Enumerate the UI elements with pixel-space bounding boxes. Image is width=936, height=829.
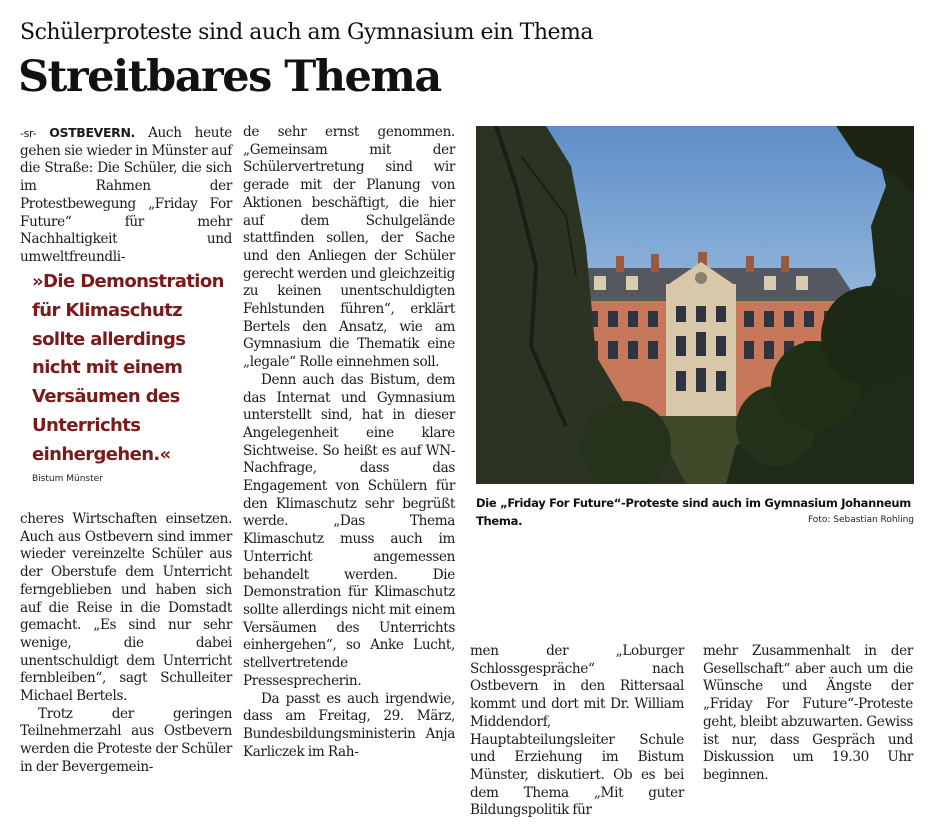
column-2-paragraph: de sehr ernst genommen. „Gemeinsam mit der Schülervertretung sind wir gerade mit der Planung von Aktionen beschäftigt, die hier auf dem Schulgelände stattfinden sollen, der Sache und den Anliegen der Schüler gerecht werden und gleichzeitig zu keinen unentschuldigten Fehlstunden führen“, erklärt Bertels den Ansatz, wie am Gymnasium die Thematik eine „legale“ Rolle einnehmen soll. [243,124,455,371]
dateline: OSTBEVERN. [49,125,135,140]
column-3-paragraph: men der „Loburger Schlossgespräche“ nach Ostbevern in den Rittersaal kommt und dort mit Dr. William Middendorf, Hauptabteilungsleiter Schule und Erziehung im Bistum Münster, diskutiert. Ob es bei dem Thema „Mit guter Bildungspolitik für [470,643,684,819]
author-tag: -sr- [20,127,37,140]
photo-caption: Die „Friday For Future“-Proteste sind auch im Gymnasium Johanneum Thema. [476,496,911,528]
column-2 [243,124,455,761]
column-4-paragraph: mehr Zusammenhalt in der Gesellschaft“ aber auch um die Wünsche und Ängste der „Friday For Future“-Proteste geht, bleibt abzuwarten. Gewiss ist nur, dass Gespräch und Diskussion um 19.30 Uhr beginnen. [703,643,913,783]
article-kicker: Schülerproteste sind auch am Gymnasium ein Thema [20,20,594,45]
pull-quote-source: Bistum Münster [32,474,103,484]
column-2-paragraph: Denn auch das Bistum, dem das Internat und Gymnasium unterstellt sind, hat in dieser Angelegenheit eine klare Sichtweise. So heißt es auf WN-Nachfrage, dass das Engagement von Schülern für den Klimaschutz sehr begrüßt werde. „Das Thema Klimaschutz muss auch im Unterricht angemessen behandelt werden. Die Demonstration für Klimaschutz sollte allerdings nicht mit einem Versäumen des Unterrichts einhergehen“, so Anke Lucht, stellvertretende Pressesprecherin. [243,371,455,689]
column-1-paragraph: Trotz der geringen Teilnehmerzahl aus Ostbevern werden die Proteste der Schüler in der Bevergemein- [20,705,232,775]
photo-credit: Foto: Sebastian Rohling [807,515,914,525]
column-1-paragraph: cheres Wirtschaften einsetzen. Auch aus Ostbevern sind immer wieder vereinzelte Schüler aus der Oberstufe dem Unterricht ferngeblieben und haben sich auf die Reise in die Domstadt gemacht. „Es sind nur sehr wenige, die dabei unentschuldigt dem Unterricht fernbleiben“, sagt Schulleiter Michael Bertels. [20,511,232,705]
column-1-top [20,124,232,267]
column-2-paragraph: Da passt es auch irgendwie, dass am Freitag, 29. März, Bundesbildungsministerin Anja Karliczek im Rah- [243,690,455,760]
column-1-bottom [20,511,232,777]
pull-quote: »Die Demonstration für Klimaschutz sollte allerdings nicht mit einem Versäumen des Unterrichts einhergehen.« [32,271,224,465]
school-photo [476,126,914,484]
column-3 [470,643,684,820]
column-1-top-text: Auch heute gehen sie wieder in Münster auf die Straße: Die Schüler, die sich im Rahmen der Protestbewegung „Friday For Future“ für mehr Nachhaltigkeit und umweltfreundli- [20,125,232,265]
article-headline: Streitbares Thema [18,52,441,102]
column-4 [703,643,913,785]
